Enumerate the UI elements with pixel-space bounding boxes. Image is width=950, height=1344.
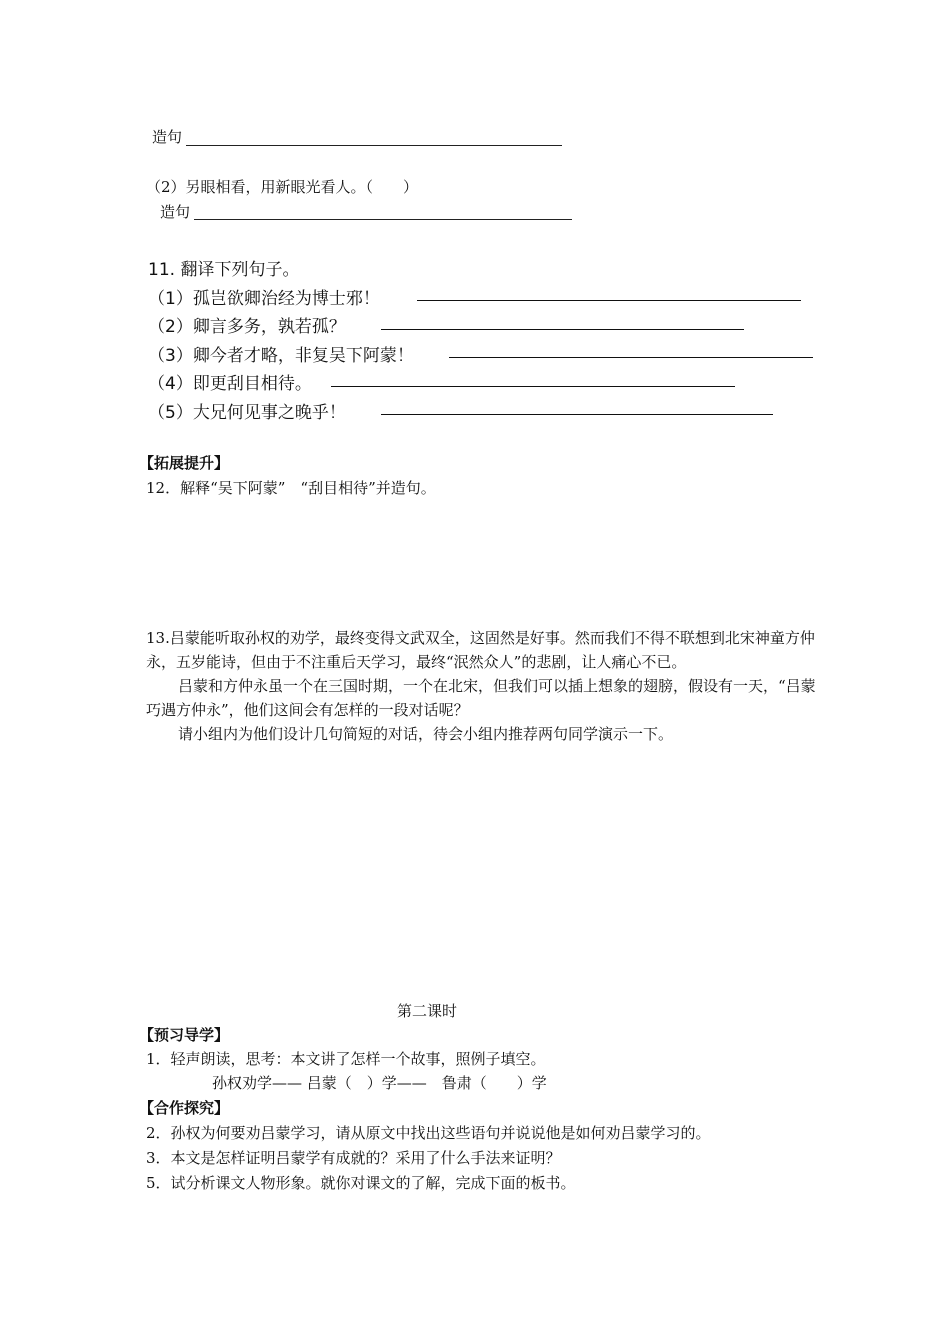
- q12-text: 12．解释“吴下阿蒙” “刮目相待”并造句。: [146, 479, 436, 497]
- q13-paragraph-2: 吕蒙和方仲永虽一个在三国时期，一个在北宋，但我们可以插上想象的翅膀，假设有一天，“吕蒙巧遇方仲永”，他们这间会有怎样的一段对话呢？: [146, 677, 816, 719]
- zaoju-label-2: 造句: [160, 203, 191, 221]
- q11-item-1: （1）孤岂欲卿治经为博士邪！: [148, 289, 380, 309]
- answer-line-zaoju-2[interactable]: [194, 219, 572, 220]
- q11-item-4: （4）即更刮目相待。: [148, 374, 312, 394]
- q1-example: 孙权劝学—— 吕蒙（ ）学—— 鲁肃（ ）学: [212, 1074, 547, 1092]
- q13-paragraph-3: 请小组内为他们设计几句简短的对话，待会小组内推荐两句同学演示一下。: [178, 725, 674, 743]
- q11-answer-line-3[interactable]: [449, 357, 813, 358]
- q11-item-2: （2）卿言多务，孰若孤？: [148, 317, 346, 337]
- answer-line-zaoju-1[interactable]: [186, 145, 562, 146]
- q11-item-3: （3）卿今者才略，非复吴下阿蒙！: [148, 346, 414, 366]
- zaoju-label-1: 造句: [152, 128, 183, 146]
- q3-text: 3．本文是怎样证明吕蒙学有成就的？采用了什么手法来证明？: [146, 1149, 561, 1167]
- q11-answer-line-1[interactable]: [417, 300, 801, 301]
- item-2-text: （2）另眼相看，用新眼光看人。（ ）: [146, 178, 419, 196]
- q2-text: 2．孙权为何要劝吕蒙学习，请从原文中找出这些语句并说说他是如何劝吕蒙学习的。: [146, 1124, 711, 1142]
- lesson2-title: 第二课时: [397, 1002, 458, 1020]
- q11-item-5: （5）大兄何见事之晚乎！: [148, 403, 346, 423]
- q11-answer-line-2[interactable]: [381, 329, 744, 330]
- coop-header: 【合作探究】: [139, 1099, 230, 1117]
- q13-paragraph-1: 13.吕蒙能听取孙权的劝学，最终变得文武双全，这固然是好事。然而我们不得不联想到北宋神童方仲永，五岁能诗，但由于不注重后天学习，最终“泯然众人”的悲剧，让人痛心不已。: [146, 629, 815, 671]
- q1-text: 1．轻声朗读，思考：本文讲了怎样一个故事，照例子填空。: [146, 1050, 546, 1068]
- q11-answer-line-4[interactable]: [331, 386, 735, 387]
- q11-answer-line-5[interactable]: [381, 414, 773, 415]
- q5-text: 5．试分析课文人物形象。就你对课文的了解，完成下面的板书。: [146, 1174, 576, 1192]
- extend-header: 【拓展提升】: [139, 454, 230, 472]
- q11-title: 11. 翻译下列句子。: [148, 260, 300, 280]
- preview-header: 【预习导学】: [139, 1026, 230, 1044]
